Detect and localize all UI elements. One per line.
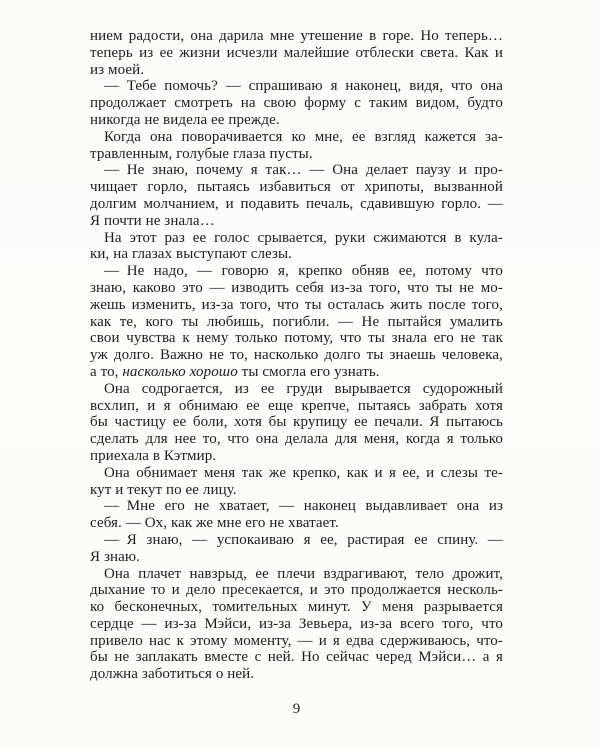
text-segment: нием радости, она дарила мне утешение в горе. Но теперь…	[90, 28, 503, 44]
text-segment: ты смогла его узнать.	[237, 363, 380, 380]
text-line	[90, 414, 503, 431]
text-segment: сделать для нее то, что она делала для меня, когда я только	[90, 431, 503, 448]
text-segment: привело нас к этому моменту, — и я едва сдерживаюсь, что-	[90, 632, 503, 649]
text-line	[90, 381, 503, 398]
text-line	[90, 213, 503, 230]
text-segment: продолжает смотреть на свою форму с таким видом, будто	[90, 95, 503, 112]
text-line	[90, 28, 503, 45]
text-line	[90, 196, 503, 213]
text-segment: дыхание то и дело пресекается, и это продолжается несколь-	[90, 582, 503, 599]
text-segment: долгим молчанием, и подавить печаль, сдавившую горло. —	[90, 195, 503, 212]
text-line	[90, 62, 503, 79]
text-line	[90, 280, 503, 297]
text-line	[90, 146, 503, 163]
text-segment: а то,	[90, 363, 123, 380]
text-segment: — Тебе помочь? — спрашиваю я наконец, видя, что она	[104, 78, 503, 95]
text-segment: травленным, голубые глаза пусты.	[90, 145, 313, 162]
text-line	[90, 78, 503, 95]
text-segment: Когда она поворачивается ко мне, ее взгляд кажется за-	[104, 128, 503, 145]
text-segment: Я знаю.	[90, 548, 141, 565]
text-segment: Я почти не знала…	[90, 212, 215, 229]
text-line	[90, 347, 503, 364]
text-line	[90, 549, 503, 566]
text-line	[90, 95, 503, 112]
text-segment: Она содрогается, из ее груди вырывается судорожный	[104, 380, 503, 397]
text-segment: свои чувства к нему только потому, что ты знала его не так	[90, 330, 503, 347]
text-line	[90, 498, 503, 515]
text-segment: — Не знаю, почему я так… — Она делает паузу и про-	[104, 162, 503, 179]
text-segment: приехала в Кэтмир.	[90, 447, 217, 464]
text-line	[90, 398, 503, 415]
text-segment: бы частицу ее боли, хотя бы крупицу ее печали. Я пытаюсь	[90, 414, 503, 431]
text-line	[90, 448, 503, 465]
text-line	[90, 482, 503, 499]
text-line	[90, 364, 503, 381]
text-line	[90, 465, 503, 482]
text-segment: всхлип, и я обнимаю ее еще крепче, пытаясь забрать хотя	[90, 397, 503, 414]
text-segment: кут и текут по ее лицу.	[90, 481, 237, 498]
italic-text: насколько хорошо	[122, 363, 238, 380]
text-segment: ки, на глазах выступают слезы.	[90, 246, 293, 263]
text-line	[90, 129, 503, 146]
text-line	[90, 599, 503, 616]
text-line	[90, 263, 503, 280]
text-line	[90, 616, 503, 633]
page-number: 9	[292, 701, 301, 717]
text-line	[90, 532, 503, 549]
text-line	[90, 666, 503, 683]
text-line	[90, 314, 503, 331]
page-text	[90, 28, 503, 683]
text-line	[90, 330, 503, 347]
text-segment: себя. — Ох, как же мне его не хватает.	[90, 515, 339, 532]
text-segment: уж долго. Важно не то, насколько долго ты знаешь человека,	[90, 347, 503, 364]
text-segment: никогда не видела ее прежде.	[90, 111, 280, 128]
text-line	[90, 431, 503, 448]
text-segment: теперь из ее жизни исчезли малейшие отблески света. Как и	[90, 44, 503, 61]
text-line	[90, 179, 503, 196]
text-segment: Она обнимает меня так же крепко, как и я ее, и слезы те-	[104, 464, 503, 481]
text-segment: жешь изменить, из-за того, что ты осталась жить после того,	[90, 296, 503, 313]
text-segment: — Мне его не хватает, — наконец выдавливает она из	[104, 498, 503, 515]
text-segment: из моей.	[90, 61, 145, 78]
text-line	[90, 112, 503, 129]
text-line	[90, 297, 503, 314]
text-segment: Она плачет навзрыд, ее плечи вздрагивают, тело дрожит,	[104, 565, 503, 582]
text-line	[90, 566, 503, 583]
text-line	[90, 246, 503, 263]
text-segment: должна заботиться о ней.	[90, 666, 255, 683]
text-line	[90, 230, 503, 247]
text-line	[90, 582, 503, 599]
text-segment: ко бесконечных, томительных минут. У меня разрывается	[90, 599, 503, 616]
text-segment: чищает горло, пытаясь избавиться от хрипоты, вызванной	[90, 179, 503, 196]
text-segment: На этот раз ее голос срывается, руки сжимаются в кула-	[104, 229, 503, 246]
text-segment: сердце — из-за Мэйси, из-за Зевьера, из-за всего того, что	[90, 615, 503, 632]
text-line	[90, 633, 503, 650]
text-segment: — Я знаю, — успокаиваю я ее, растирая ее спину. —	[104, 531, 503, 548]
text-line	[90, 45, 503, 62]
text-segment: как те, кого ты любишь, погибли. — Не пытайся умалить	[90, 313, 503, 330]
text-segment: бы не заплакать вместе с ней. Но сейчас черед Мэйси… а я	[90, 649, 503, 666]
text-line	[90, 649, 503, 666]
text-line	[90, 515, 503, 532]
text-segment: знаю, каково это — изводить себя из-за того, что ты не мо-	[90, 279, 503, 296]
text-segment: — Не надо, — говорю я, крепко обняв ее, потому что	[104, 263, 503, 280]
text-line	[90, 162, 503, 179]
